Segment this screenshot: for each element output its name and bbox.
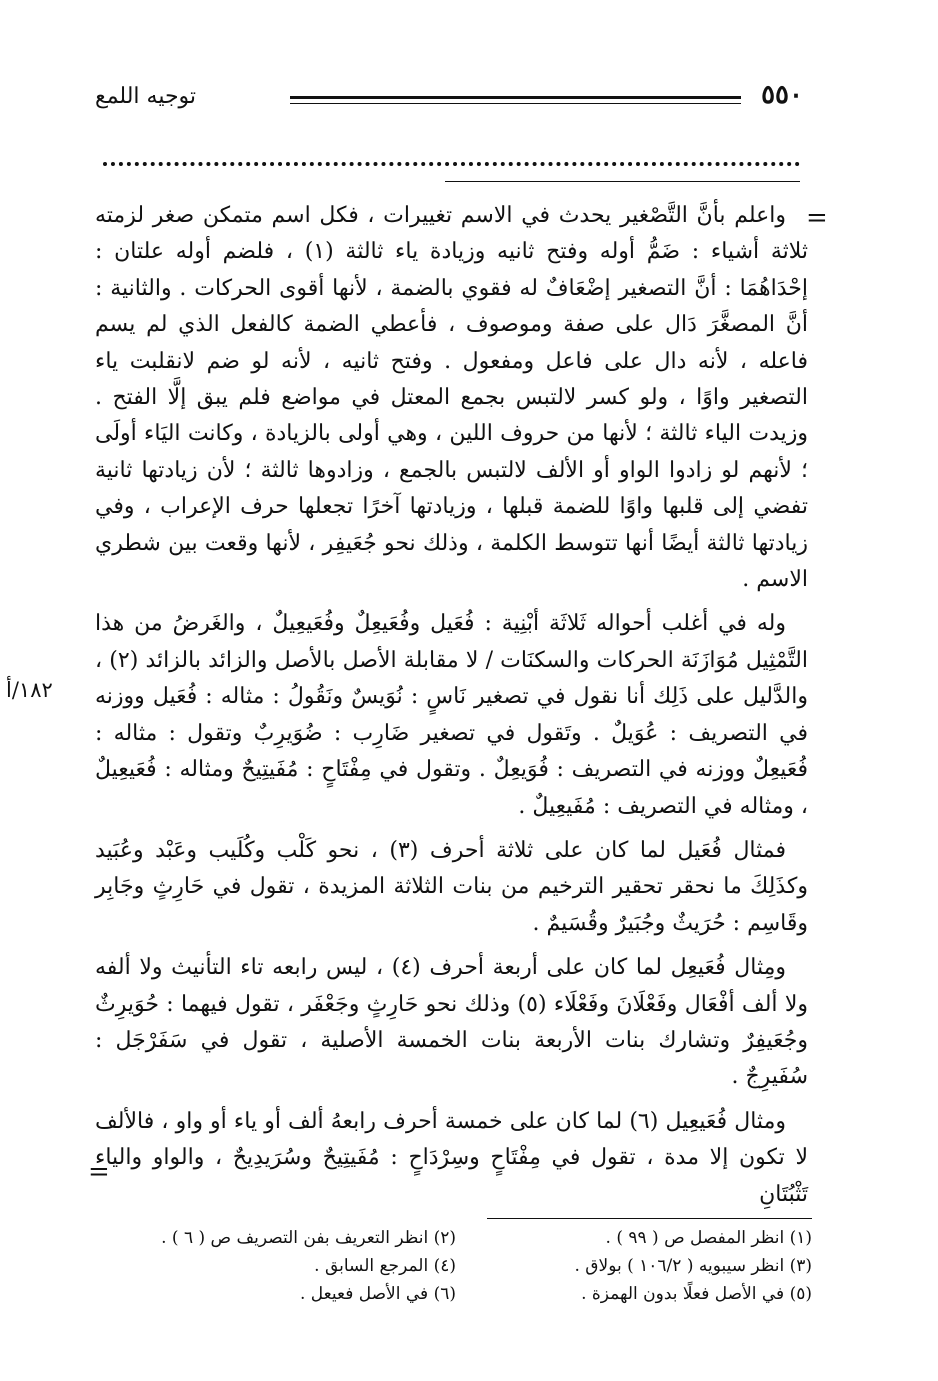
paragraph: ومِثال فُعَيعِل لما كان على أربعة أحرف (٤) ، ليس رابعه تاء التأنيث ولا ألفه ولا ألف أفْعَال وفَعْلَانَ وفَعْلَاء (٥) وذلك نحو حَارِثٍ وجَعْفَر ، تقول فيهما : حُوَيرِثٌ وجُعَيفِرٌ وتشارك بنات الأربعة بنات الخمسة الأصلية ، تقول في سَفَرْجَل : سُفَيرِجٌ . — [95, 955, 808, 1090]
footnotes — [140, 1224, 812, 1308]
footnote: (١) انظر المفصل ص ( ٩٩ ) . — [605, 1228, 812, 1248]
main-text — [95, 198, 808, 1213]
running-header — [95, 80, 803, 120]
paragraph: واعلم بأنَّ التَّصْغير يحدث في الاسم تغييرات ، فكل اسم متمكن صغر لزمته ثلاثة أشياء : ضَمُّ أوله وفتح ثانيه وزيادة ياء ثالثة (١) ، فلضم أوله علتان : إحْدَاهُمَا : أنَّ التصغير إضْعَافٌ له فقوي بالضمة ، لأنها أقوى الحركات . والثانية : أنَّ المصغَّرَ دَال على صفة وموصوف ، فأعطي الضمة كالفعل الذي لم يسم فاعله ، لأنه دال على فاعل ومفعول . وفتح ثانيه ، لأنه لو ضم لانقلبت ياء التصغير واوًا ، ولو كسر لالتبس بجمع المعتل في مواضع فلم يبق إلَّا الفتح . وزيدت الياء ثالثة ؛ لأنها من حروف اللين ، وهي أولى بالزيادة ، وكانت اليَاء أولَى ؛ لأنهم لو زادوا الواو أو الألف لالتبس بالجمع ، وزادوها ثالثة ؛ لأن زيادتها ثانية تفضي إلى قلبها واوًا للضمة قبلها ، وزيادتها آخرًا تجعلها حرف الإعراب ، وفي زيادتها ثالثة أيضًا أنها تتوسط الكلمة ، وذلك نحو جُعَيفِر ، لأنها وقعت بين شطري الاسم . — [95, 203, 808, 593]
paragraph: وله في أغلب أحواله ثَلاثَة أبْنِية : فُعَيل وفُعَيعِلٌ وفُعَيعِيلٌ ، والغَرضُ من هذا التَّمْثِيل مُوَازَنَة الحركات والسكنَات / لا مقابلة الأصل بالأصل والزائد بالزائد (٢) ، والدَّليل على ذَلِك أنا نقول في تصغير نَاسٍ : نُوَيسٌ ونَقُولُ : مثاله : فُعَيل ووزنه في التصريف : عُوَيلٌ . وتَقول في تصغير ضَارِب : ضُوَيرِبٌ وتقول : مثاله : فُعَيعِلٌ ووزنه في التصريف : فُوَيعِلٌ . وتقول في مِفْتَاحٍ : مُفَيتِيحٌ ومثاله : فُعَيعِيلٌ ، ومثاله في التصريف : مُفَيعِيلٌ . — [95, 611, 808, 819]
separator-underline — [445, 181, 800, 182]
footnote-separator — [487, 1218, 812, 1219]
footnote: (٢) انظر التعريف بفن التصريف ص ( ٦ ) . — [161, 1228, 456, 1248]
footnote: (٥) في الأصل فعلًا بدون الهمزة . — [581, 1284, 812, 1304]
footnote: (٣) انظر سيبويه ( ١٠٦/٢ ) بولاق . — [574, 1256, 812, 1276]
footnote: (٦) في الأصل فعيعل . — [300, 1284, 456, 1304]
page-number: ٥٥٠ — [761, 80, 803, 110]
header-rule-thin — [290, 103, 741, 104]
paragraph: فمثال فُعَيل لما كان على ثلاثة أحرف (٣) ، نحو كَلْب وكُلَيب وعَبْد وعُبَيد وكذَلِكَ ما نحقر تحقير الترخيم من بنات الثلاثة المزيدة ، تقول في حَارِثٍ وجَابِر وقَاسِم : حُرَيثٌ وجُبَيرٌ وقُسَيمٌ . — [95, 837, 808, 936]
manuscript-folio-marker: ١٨٢/أ — [6, 678, 53, 702]
continuation-mark-start: = — [806, 203, 828, 233]
paragraph: ومثال فُعَيعِيل (٦) لما كان على خمسة أحرف رابعهُ ألف أو ياء أو واو ، فالألف لا تكون إلا مدة ، تقول في مِفْتَاحٍ وسِرْدَاحٍ : مُفَيتِيحٌ وسُرَيدِيحٌ ، والواو والياء تَثْبُتَانِ — [95, 1108, 808, 1207]
header-rule-thick — [290, 96, 741, 99]
footnote: (٤) المرجع السابق . — [314, 1256, 456, 1276]
dotted-separator — [103, 162, 800, 166]
continuation-mark-end: = — [88, 1157, 110, 1187]
book-title: توجيه اللمع — [95, 84, 197, 109]
